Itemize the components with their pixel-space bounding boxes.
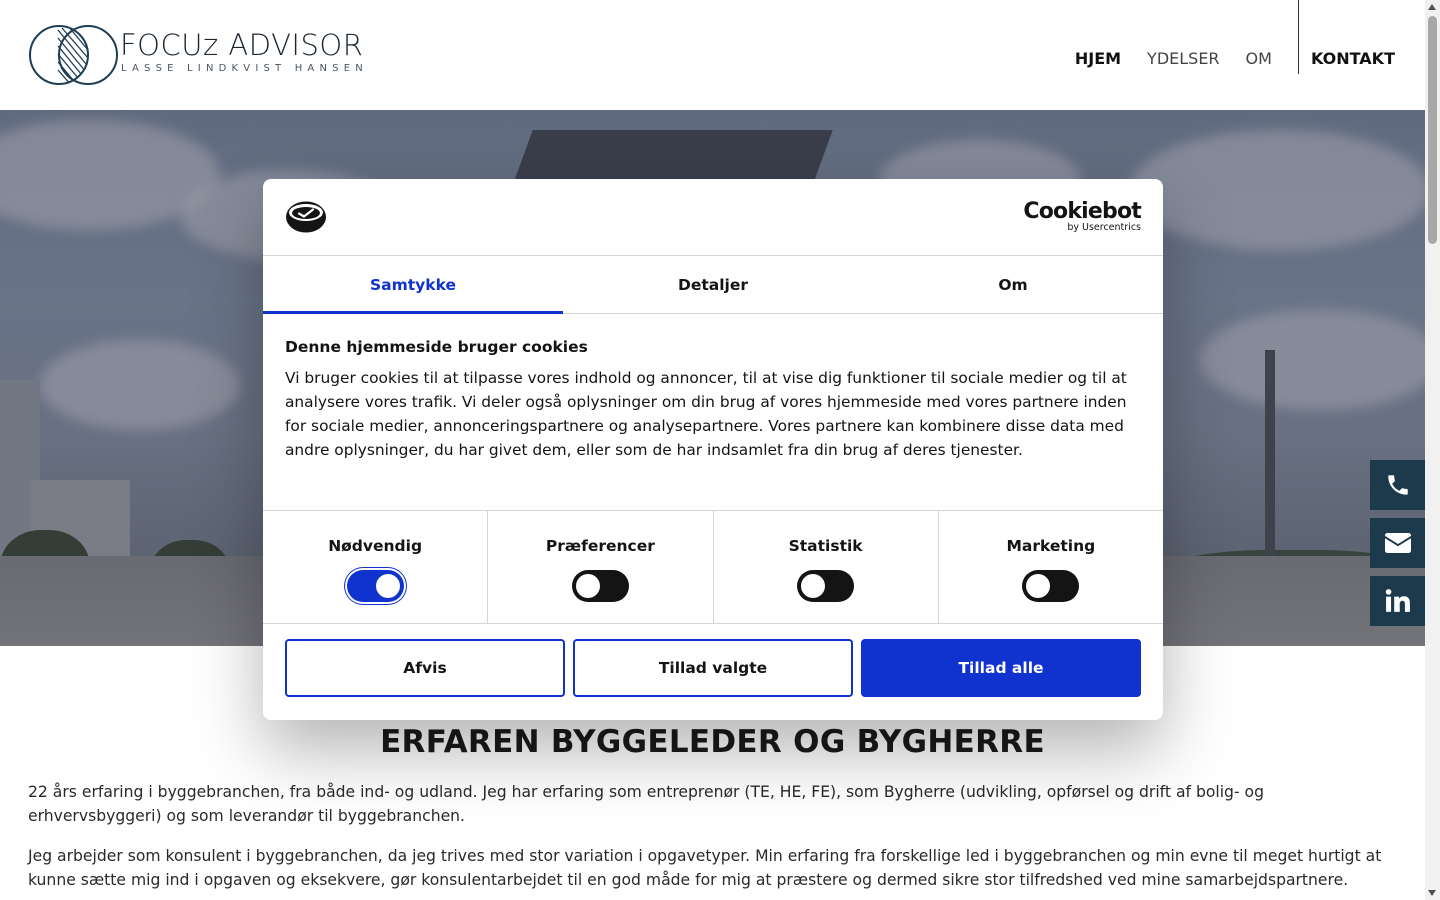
tab-om[interactable]: Om xyxy=(998,275,1028,294)
toggle-label-marketing: Marketing xyxy=(1006,537,1096,555)
intro-paragraph-1: 22 års erfaring i byggebranchen, fra både ind- og udland. Jeg har erfaring som entreprenør (TE, HE, FE), som Bygherre (udvikling, opførsel og drift af bolig- og erhvervsbyggeri) og som leverandør til byggebranchen. xyxy=(28,783,1264,825)
nav-item-hjem[interactable]: HJEM xyxy=(1074,49,1122,68)
toggle-knob xyxy=(801,574,825,598)
envelope-icon xyxy=(1385,532,1411,554)
toggle-statistik[interactable] xyxy=(797,570,854,602)
scroll-down-arrow-icon[interactable] xyxy=(1428,890,1436,896)
allow-all-button[interactable]: Tillad alle xyxy=(861,639,1141,697)
toggle-label-praeferencer: Præferencer xyxy=(545,537,655,555)
cookiebot-brand-name: Cookiebot xyxy=(1023,199,1141,224)
tab-detaljer[interactable]: Detaljer xyxy=(677,275,749,294)
cookie-logo-icon xyxy=(285,200,327,238)
toggle-knob xyxy=(1026,574,1050,598)
site-header xyxy=(0,0,1425,110)
scroll-thumb[interactable] xyxy=(1428,16,1437,244)
cookie-dialog-header xyxy=(263,179,1163,256)
nav-item-kontakt[interactable]: KONTAKT xyxy=(1310,49,1395,68)
cookie-buttons xyxy=(263,624,1163,712)
logo-subtitle: LASSE LINDKVIST HANSEN xyxy=(121,63,368,74)
logo-title: FOCUz ADVISOR xyxy=(120,28,364,62)
nav-divider xyxy=(1298,0,1299,74)
toggle-label-statistik: Statistik xyxy=(788,537,863,555)
toggle-noedvendig[interactable] xyxy=(347,570,404,602)
cookie-title: Denne hjemmeside bruger cookies xyxy=(285,338,588,356)
page-heading: ERFAREN BYGGELEDER OG BYGHERRE xyxy=(380,724,1045,760)
nav-item-om[interactable]: OM xyxy=(1245,49,1272,68)
linkedin-button[interactable] xyxy=(1370,576,1425,626)
toggle-marketing[interactable] xyxy=(1022,570,1079,602)
toggle-praeferencer[interactable] xyxy=(572,570,629,602)
toggle-label-noedvendig: Nødvendig xyxy=(328,537,423,555)
toggle-knob xyxy=(576,574,600,598)
cookiebot-brand[interactable] xyxy=(1023,199,1141,233)
email-button[interactable] xyxy=(1370,518,1425,568)
toggle-knob xyxy=(376,574,400,598)
phone-button[interactable] xyxy=(1370,460,1425,510)
main-nav xyxy=(1049,0,1395,74)
toggle-group-marketing xyxy=(939,511,1163,623)
phone-icon xyxy=(1385,472,1411,498)
cookie-tabs xyxy=(263,256,1163,314)
cookie-dialog xyxy=(263,179,1163,720)
intro-paragraph-2: Jeg arbejder som konsulent i byggebranchen, da jeg trives med stor variation i opgavetyper. Min erfaring fra forskellige led i byggebranchen og min evne til meget hurtigt at kunne sætte mig ind i opgaven og eksekvere, gør konsulentarbejdet til en god måde for mig at præstere og dermed sikre stor tilfredshed ved mine samarbejdspartnere. xyxy=(28,847,1382,889)
logo-circles-icon xyxy=(28,24,120,86)
cookie-description: Vi bruger cookies til at tilpasse vores indhold og annoncer, til at vise dig funktioner til sociale medier og til at analysere vores trafik. Vi deler også oplysninger om din brug af vores hjemmeside med vores partnere inden for sociale medier, annonceringspartnere og analysepartnere. Vores partnere kan kombinere disse data med andre oplysninger, du har givet dem, eller som de har indsamlet fra din brug af deres tjenester. xyxy=(285,369,1127,459)
toggle-group-praeferencer xyxy=(488,511,713,623)
toggle-group-statistik xyxy=(714,511,939,623)
toggle-group-noedvendig xyxy=(263,511,488,623)
site-logo[interactable] xyxy=(28,24,388,88)
tab-samtykke[interactable]: Samtykke xyxy=(263,256,563,313)
nav-item-ydelser[interactable]: YDELSER xyxy=(1147,49,1220,68)
allow-selected-button[interactable]: Tillad valgte xyxy=(573,639,853,697)
cookie-body xyxy=(263,314,1163,511)
cookie-toggles xyxy=(263,511,1163,624)
reject-button[interactable]: Afvis xyxy=(285,639,565,697)
linkedin-icon xyxy=(1385,588,1411,614)
page-scrollbar[interactable] xyxy=(1425,0,1440,900)
scroll-up-arrow-icon[interactable] xyxy=(1428,4,1436,10)
cookiebot-brand-sub: by Usercentrics xyxy=(1067,222,1141,233)
